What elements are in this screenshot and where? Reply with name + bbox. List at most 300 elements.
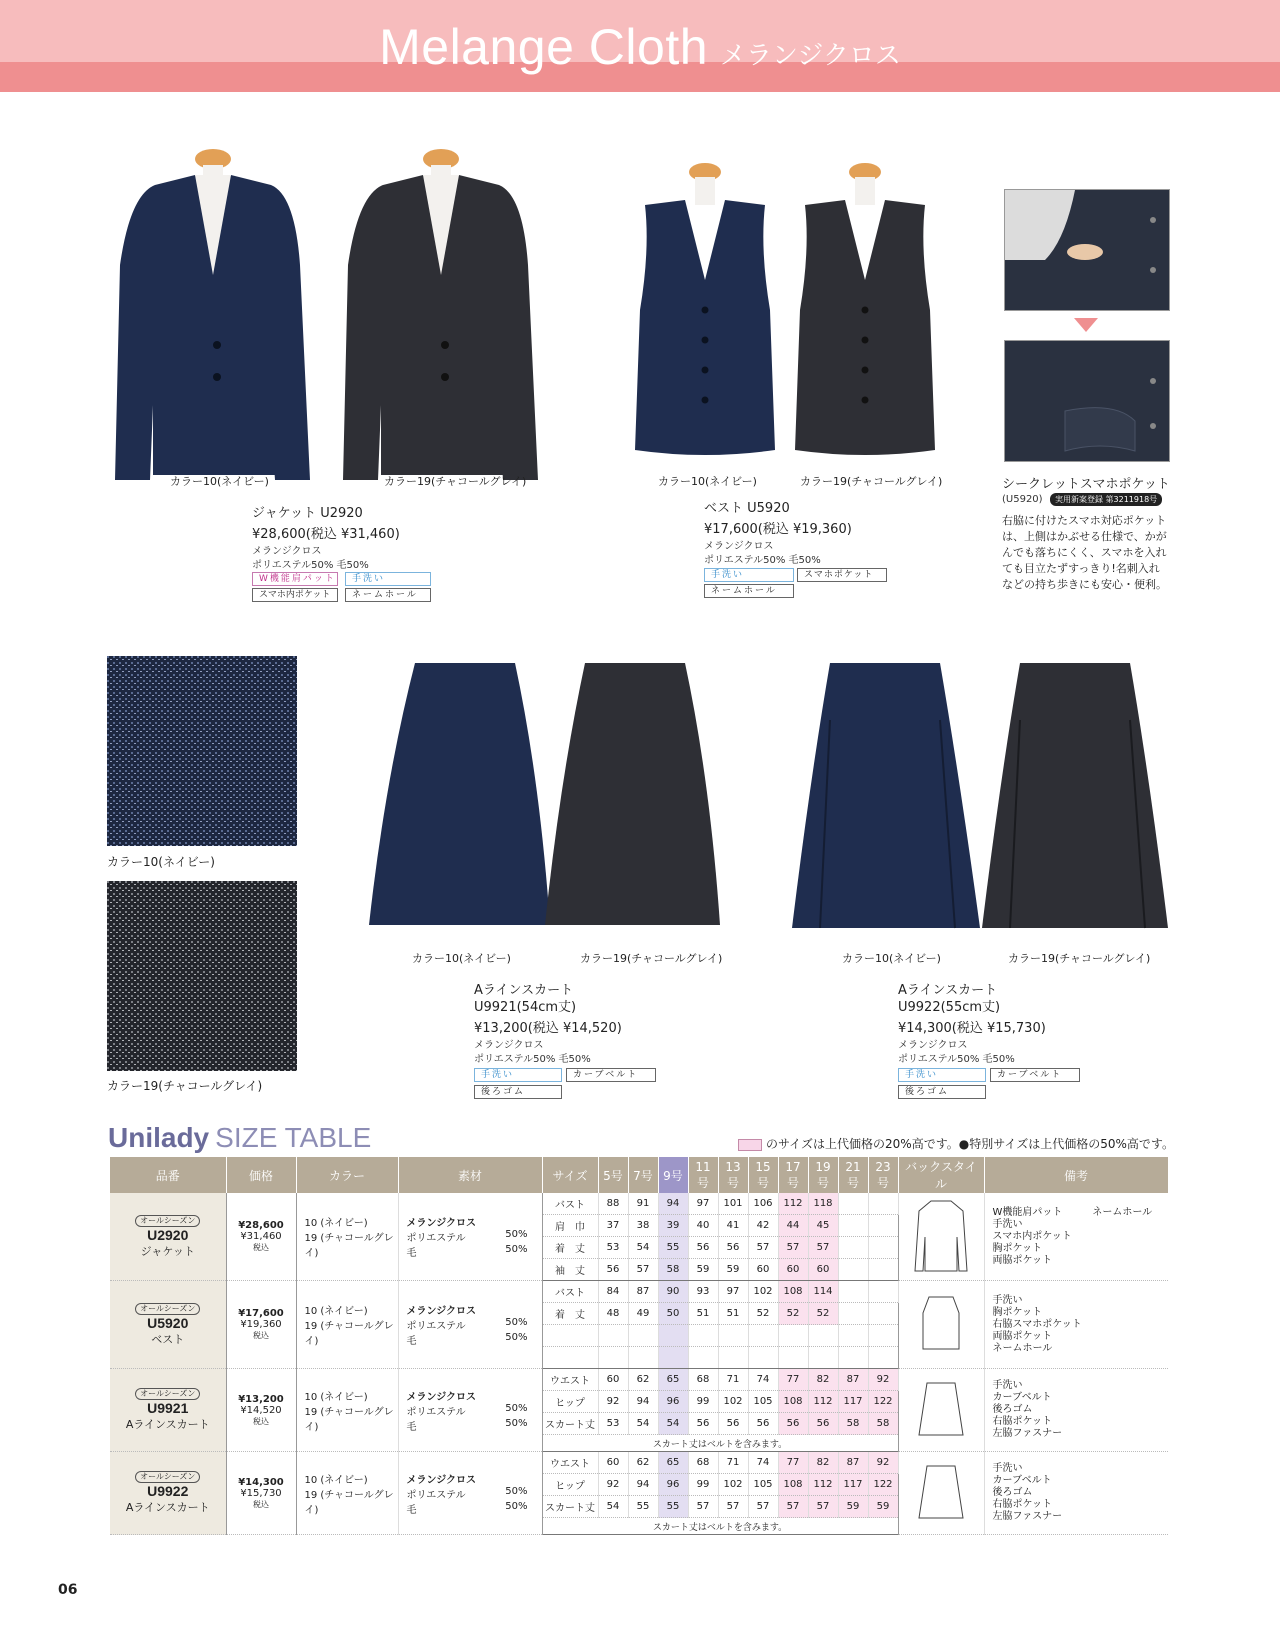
skirt2-navy bbox=[792, 663, 980, 928]
product-code-cell bbox=[110, 1369, 226, 1452]
desc-line: などの持ち歩きにも安心・便利。 bbox=[1002, 578, 1167, 591]
remarks-cell bbox=[984, 1369, 1168, 1452]
material-cell bbox=[398, 1452, 542, 1535]
note-line: 手洗い bbox=[992, 1218, 1023, 1230]
title-japanese: メランジクロス bbox=[720, 41, 901, 71]
color-cell bbox=[296, 1369, 398, 1452]
size-value: 94 bbox=[628, 1474, 658, 1496]
size-value: 57 bbox=[778, 1237, 808, 1259]
size-value: 52 bbox=[808, 1303, 838, 1325]
price-with-tax: ¥31,460 bbox=[240, 1231, 282, 1242]
size-value: 51 bbox=[718, 1303, 748, 1325]
jacket-navy-caption: カラー10(ネイビー) bbox=[170, 475, 269, 488]
brand-name: Unilady bbox=[108, 1122, 210, 1153]
note-text: のサイズは上代価格の20%高です。●特別サイズは上代価格の50%高です。 bbox=[766, 1137, 1174, 1151]
jacket-charcoal bbox=[343, 149, 538, 480]
product-name: Aラインスカート bbox=[125, 1418, 210, 1431]
price-with-tax: ¥14,520 bbox=[240, 1404, 282, 1416]
size-value: 92 bbox=[598, 1474, 628, 1496]
remarks-cell bbox=[984, 1193, 1168, 1281]
header-cell: 21号 bbox=[838, 1157, 868, 1193]
size-value: 57 bbox=[718, 1496, 748, 1518]
size-value bbox=[868, 1303, 898, 1325]
header-cell: 7号 bbox=[628, 1157, 658, 1193]
jacket-navy bbox=[115, 149, 310, 480]
pocket-title: シークレットスマホポケット bbox=[1002, 477, 1170, 492]
skirt1-illustrations bbox=[365, 660, 725, 930]
skirt1-navy-caption: カラー10(ネイビー) bbox=[412, 952, 511, 965]
size-value: 55 bbox=[658, 1237, 688, 1259]
size-value: 84 bbox=[598, 1281, 628, 1303]
material-2-pct: 50% bbox=[505, 1417, 528, 1429]
skirt1-code: U9921(54cm丈) bbox=[474, 1000, 577, 1015]
size-value: 39 bbox=[658, 1215, 688, 1237]
vest-charcoal-caption: カラー19(チャコールグレイ) bbox=[800, 475, 943, 488]
skirt2-navy-caption: カラー10(ネイビー) bbox=[842, 952, 941, 965]
size-value: 117 bbox=[838, 1474, 868, 1496]
material-1-pct: 50% bbox=[505, 1317, 528, 1328]
measure-label: ヒップ bbox=[542, 1391, 598, 1413]
header-cell: 備考 bbox=[984, 1157, 1168, 1193]
size-value: 102 bbox=[718, 1474, 748, 1496]
size-table-note bbox=[738, 1135, 1174, 1152]
color-cell bbox=[296, 1281, 398, 1369]
skirt-length-footnote: スカート丈はベルトを含みます。 bbox=[542, 1435, 898, 1452]
size-value bbox=[838, 1215, 868, 1237]
note-line: 手洗い bbox=[992, 1463, 1023, 1474]
size-value: 57 bbox=[808, 1496, 838, 1518]
color-line: 19 (チャコールグレイ) bbox=[304, 1233, 394, 1259]
size-value bbox=[868, 1215, 898, 1237]
size-value bbox=[778, 1325, 808, 1347]
size-value: 42 bbox=[748, 1215, 778, 1237]
note-line: ネームホール bbox=[992, 1342, 1053, 1354]
size-value: 77 bbox=[778, 1452, 808, 1474]
size-value: 97 bbox=[688, 1193, 718, 1215]
vest-navy-caption: カラー10(ネイビー) bbox=[658, 475, 757, 488]
note-line: 右脇ポケット bbox=[992, 1499, 1052, 1510]
size-value: 92 bbox=[868, 1452, 898, 1474]
skirt1-charcoal bbox=[545, 663, 720, 925]
size-value bbox=[838, 1193, 868, 1215]
header-cell: 11号 bbox=[688, 1157, 718, 1193]
measure-label: ウエスト bbox=[542, 1452, 598, 1474]
material-1-pct: 50% bbox=[505, 1485, 528, 1497]
skirt2-code: U9922(55cm丈) bbox=[898, 1000, 1001, 1015]
product-code: U5920 bbox=[147, 1314, 189, 1331]
size-value: 57 bbox=[778, 1496, 808, 1518]
material-2: 毛 bbox=[406, 1336, 417, 1347]
product-code-cell bbox=[110, 1452, 226, 1535]
vest-material: メランジクロス bbox=[704, 541, 774, 552]
size-value: 57 bbox=[748, 1496, 778, 1518]
skirt2-illustrations bbox=[790, 660, 1170, 932]
tag-phone-pocket: スマホポケット bbox=[797, 568, 887, 582]
note-line: 後ろゴム bbox=[992, 1404, 1033, 1415]
measure-label: ウエスト bbox=[542, 1369, 598, 1391]
price-base: ¥14,300 bbox=[238, 1476, 284, 1488]
size-value bbox=[628, 1325, 658, 1347]
material-1: ポリエステル bbox=[406, 1321, 466, 1332]
size-value: 62 bbox=[628, 1452, 658, 1474]
product-name: ベスト bbox=[151, 1332, 185, 1346]
size-value: 122 bbox=[868, 1474, 898, 1496]
size-table-title bbox=[108, 1122, 371, 1154]
material-1: ポリエステル bbox=[406, 1489, 466, 1501]
size-value: 56 bbox=[718, 1413, 748, 1435]
size-value: 56 bbox=[688, 1413, 718, 1435]
tag-curve-belt: カーブベルト bbox=[566, 1068, 656, 1082]
note-line: 右脇スマホポケット bbox=[992, 1318, 1082, 1330]
skirt1-navy bbox=[369, 663, 550, 925]
size-value: 50 bbox=[658, 1303, 688, 1325]
header-cell: 19号 bbox=[808, 1157, 838, 1193]
skirt1-charcoal-caption: カラー19(チャコールグレイ) bbox=[580, 952, 723, 965]
size-value: 96 bbox=[658, 1391, 688, 1413]
tax-label: 税込 bbox=[253, 1331, 269, 1340]
desc-line: は、上側はかぶせる仕様で、かが bbox=[1002, 530, 1167, 543]
size-row bbox=[110, 1193, 1168, 1215]
skirt1-price: ¥13,200(税込 ¥14,520) bbox=[474, 1021, 622, 1036]
note-line: 左脇ファスナー bbox=[992, 1428, 1063, 1439]
size-value: 114 bbox=[808, 1281, 838, 1303]
size-value: 74 bbox=[748, 1452, 778, 1474]
tax-label: 税込 bbox=[253, 1416, 269, 1426]
back-style-cell bbox=[898, 1281, 984, 1369]
page-number: 06 bbox=[58, 1582, 78, 1598]
size-value: 45 bbox=[808, 1215, 838, 1237]
product-code-cell bbox=[110, 1281, 226, 1369]
measure-label: バスト bbox=[542, 1193, 598, 1215]
size-value: 56 bbox=[598, 1259, 628, 1281]
header-cell: 15号 bbox=[748, 1157, 778, 1193]
size-value: 51 bbox=[688, 1303, 718, 1325]
size-value: 56 bbox=[688, 1237, 718, 1259]
size-row bbox=[110, 1452, 1168, 1474]
size-value: 68 bbox=[688, 1369, 718, 1391]
header-cell: 品番 bbox=[110, 1157, 226, 1193]
note-line: 胸ポケット bbox=[992, 1306, 1042, 1318]
price-base: ¥17,600 bbox=[238, 1308, 284, 1319]
back-style-cell bbox=[898, 1369, 984, 1452]
material-1: ポリエステル bbox=[406, 1233, 466, 1244]
jacket-charcoal-caption: カラー19(チャコールグレイ) bbox=[384, 475, 527, 488]
color-line: 19 (チャコールグレイ) bbox=[304, 1489, 394, 1516]
size-value bbox=[838, 1325, 868, 1347]
title-english: Melange Cloth bbox=[379, 19, 709, 75]
size-value bbox=[868, 1325, 898, 1347]
size-value: 112 bbox=[778, 1193, 808, 1215]
vest-name: ベスト U5920 bbox=[704, 501, 790, 516]
pocket-photo-closed bbox=[1004, 340, 1170, 462]
size-value: 122 bbox=[868, 1391, 898, 1413]
page-title bbox=[0, 18, 1280, 76]
header-cell: サイズ bbox=[542, 1157, 598, 1193]
skirt1-name: Aラインスカート bbox=[474, 983, 574, 998]
measure-label: バスト bbox=[542, 1281, 598, 1303]
tag-name-hole: ネームホール bbox=[345, 588, 431, 602]
size-value: 82 bbox=[808, 1369, 838, 1391]
header-cell: 素材 bbox=[398, 1157, 542, 1193]
season-badge: オールシーズン bbox=[135, 1471, 200, 1483]
skirt2-charcoal-caption: カラー19(チャコールグレイ) bbox=[1008, 952, 1151, 965]
size-value bbox=[628, 1347, 658, 1369]
size-value: 118 bbox=[808, 1193, 838, 1215]
material-cell bbox=[398, 1369, 542, 1452]
skirt2-material: メランジクロス bbox=[898, 1040, 968, 1051]
header-cell: 13号 bbox=[718, 1157, 748, 1193]
jacket-material: メランジクロス bbox=[252, 546, 322, 557]
size-row bbox=[110, 1281, 1168, 1303]
material-name: メランジクロス bbox=[406, 1306, 477, 1317]
tag-hand-wash: 手洗い bbox=[898, 1068, 986, 1082]
size-row bbox=[110, 1369, 1168, 1391]
remarks-cell bbox=[984, 1281, 1168, 1369]
material-1-pct: 50% bbox=[505, 1229, 528, 1240]
vest-price: ¥17,600(税込 ¥19,360) bbox=[704, 522, 852, 537]
size-value: 54 bbox=[658, 1413, 688, 1435]
note-line: 右脇ポケット bbox=[992, 1416, 1052, 1427]
size-value bbox=[868, 1237, 898, 1259]
size-value bbox=[658, 1325, 688, 1347]
size-value: 52 bbox=[748, 1303, 778, 1325]
color-cell bbox=[296, 1452, 398, 1535]
color-line: 10 (ネイビー) bbox=[304, 1391, 368, 1403]
size-value: 59 bbox=[718, 1259, 748, 1281]
measure-label: ヒップ bbox=[542, 1474, 598, 1496]
size-value: 59 bbox=[868, 1496, 898, 1518]
size-value bbox=[868, 1259, 898, 1281]
note-line: 後ろゴム bbox=[992, 1487, 1033, 1498]
size-value bbox=[838, 1347, 868, 1369]
arrow-down-icon bbox=[1074, 318, 1098, 334]
pocket-code: (U5920) bbox=[1002, 494, 1043, 505]
product-name: Aラインスカート bbox=[125, 1501, 210, 1514]
tax-label: 税込 bbox=[253, 1243, 269, 1252]
note-line: 両脇ポケット bbox=[992, 1330, 1052, 1342]
size-value bbox=[688, 1325, 718, 1347]
remarks-cell bbox=[984, 1452, 1168, 1535]
size-value: 90 bbox=[658, 1281, 688, 1303]
price-cell bbox=[226, 1369, 296, 1452]
size-value: 71 bbox=[718, 1452, 748, 1474]
size-value bbox=[838, 1303, 868, 1325]
size-value: 60 bbox=[598, 1452, 628, 1474]
back-style-cell bbox=[898, 1193, 984, 1281]
color-cell bbox=[296, 1193, 398, 1281]
size-value: 58 bbox=[658, 1259, 688, 1281]
size-value: 57 bbox=[628, 1259, 658, 1281]
measure-label: スカート丈 bbox=[542, 1413, 598, 1435]
size-value: 102 bbox=[748, 1281, 778, 1303]
size-value: 60 bbox=[778, 1259, 808, 1281]
size-value: 41 bbox=[718, 1215, 748, 1237]
size-value: 44 bbox=[778, 1215, 808, 1237]
size-value bbox=[808, 1347, 838, 1369]
material-2: 毛 bbox=[406, 1421, 417, 1433]
back-style-jacket-icon bbox=[911, 1197, 971, 1273]
desc-line: 右脇に付けたスマホ対応ポケット bbox=[1002, 514, 1167, 527]
back-style-skirt-icon bbox=[911, 1379, 971, 1439]
size-value: 48 bbox=[598, 1303, 628, 1325]
vest-navy bbox=[635, 163, 775, 455]
size-value: 117 bbox=[838, 1391, 868, 1413]
size-value: 94 bbox=[628, 1391, 658, 1413]
size-value bbox=[868, 1193, 898, 1215]
product-code: U9922 bbox=[147, 1483, 189, 1499]
desc-line: んでも落ちにくく、スマホを入れ bbox=[1002, 546, 1167, 559]
note-line: 手洗い bbox=[992, 1294, 1023, 1306]
back-style-cell bbox=[898, 1452, 984, 1535]
jacket-illustrations bbox=[95, 145, 565, 485]
size-value: 57 bbox=[808, 1237, 838, 1259]
color-line: 19 (チャコールグレイ) bbox=[304, 1406, 394, 1433]
season-badge: オールシーズン bbox=[135, 1303, 200, 1315]
product-code-cell bbox=[110, 1193, 226, 1281]
size-value: 108 bbox=[778, 1281, 808, 1303]
size-value bbox=[868, 1281, 898, 1303]
size-value: 37 bbox=[598, 1215, 628, 1237]
size-value: 56 bbox=[778, 1413, 808, 1435]
size-value: 105 bbox=[748, 1391, 778, 1413]
price-cell bbox=[226, 1281, 296, 1369]
skirt1-material: メランジクロス bbox=[474, 1040, 544, 1051]
size-value: 38 bbox=[628, 1215, 658, 1237]
fabric-swatch-navy bbox=[107, 656, 297, 846]
size-value: 99 bbox=[688, 1474, 718, 1496]
size-value: 97 bbox=[718, 1281, 748, 1303]
size-value bbox=[598, 1325, 628, 1347]
size-value: 77 bbox=[778, 1369, 808, 1391]
pocket-photo-open bbox=[1004, 189, 1170, 311]
color-line: 19 (チャコールグレイ) bbox=[304, 1321, 394, 1347]
size-table-label: SIZE TABLE bbox=[215, 1122, 372, 1153]
measure-label: 着 丈 bbox=[542, 1303, 598, 1325]
size-value: 93 bbox=[688, 1281, 718, 1303]
note-line: W機能肩パット ネームホール bbox=[992, 1206, 1153, 1218]
season-badge: オールシーズン bbox=[135, 1388, 200, 1400]
jacket-name: ジャケット U2920 bbox=[252, 506, 363, 521]
size-value: 58 bbox=[838, 1413, 868, 1435]
size-value: 108 bbox=[778, 1474, 808, 1496]
material-cell bbox=[398, 1281, 542, 1369]
size-value: 92 bbox=[598, 1391, 628, 1413]
premium-size-swatch bbox=[738, 1139, 762, 1151]
size-value: 94 bbox=[658, 1193, 688, 1215]
desc-line: ても目立たずすっきり!名刺入れ bbox=[1002, 562, 1160, 575]
price-cell bbox=[226, 1452, 296, 1535]
size-value: 57 bbox=[688, 1496, 718, 1518]
size-value: 60 bbox=[748, 1259, 778, 1281]
pocket-description bbox=[1002, 513, 1167, 593]
header-cell: 9号 bbox=[658, 1157, 688, 1193]
size-value: 55 bbox=[658, 1496, 688, 1518]
size-value: 55 bbox=[628, 1496, 658, 1518]
size-value: 91 bbox=[628, 1193, 658, 1215]
size-value: 106 bbox=[748, 1193, 778, 1215]
size-value bbox=[838, 1237, 868, 1259]
size-value: 49 bbox=[628, 1303, 658, 1325]
price-with-tax: ¥19,360 bbox=[240, 1319, 282, 1330]
skirt2-price: ¥14,300(税込 ¥15,730) bbox=[898, 1021, 1046, 1036]
measure-label: 袖 丈 bbox=[542, 1259, 598, 1281]
size-value: 56 bbox=[718, 1237, 748, 1259]
tax-label: 税込 bbox=[253, 1499, 269, 1509]
size-value bbox=[838, 1281, 868, 1303]
note-line: 両脇ポケット bbox=[992, 1254, 1052, 1266]
color-line: 10 (ネイビー) bbox=[304, 1306, 368, 1317]
fabric-swatch-charcoal bbox=[107, 881, 297, 1071]
utility-model-badge: 実用新案登録 第3211918号 bbox=[1050, 493, 1162, 506]
skirt1-composition: ポリエステル50% 毛50% bbox=[474, 1054, 591, 1065]
size-value bbox=[748, 1325, 778, 1347]
header-cell: バックスタイル bbox=[898, 1157, 984, 1193]
note-line: カーブベルト bbox=[992, 1475, 1052, 1486]
size-value bbox=[838, 1259, 868, 1281]
size-value: 105 bbox=[748, 1474, 778, 1496]
material-2-pct: 50% bbox=[505, 1332, 528, 1343]
size-value bbox=[688, 1347, 718, 1369]
measure-label: 肩 巾 bbox=[542, 1215, 598, 1237]
size-value: 52 bbox=[778, 1303, 808, 1325]
size-value: 87 bbox=[838, 1369, 868, 1391]
price-cell bbox=[226, 1193, 296, 1281]
size-value: 65 bbox=[658, 1452, 688, 1474]
tag-back-elastic: 後ろゴム bbox=[898, 1085, 986, 1099]
vest-charcoal bbox=[795, 163, 935, 455]
size-value: 60 bbox=[598, 1369, 628, 1391]
measure-label: 着 丈 bbox=[542, 1237, 598, 1259]
size-value: 58 bbox=[868, 1413, 898, 1435]
size-value: 54 bbox=[628, 1413, 658, 1435]
size-value: 112 bbox=[808, 1474, 838, 1496]
measure-label bbox=[542, 1325, 598, 1347]
tag-hand-wash: 手洗い bbox=[704, 568, 794, 582]
tag-back-elastic: 後ろゴム bbox=[474, 1085, 562, 1099]
skirt2-name: Aラインスカート bbox=[898, 983, 998, 998]
size-value: 87 bbox=[838, 1452, 868, 1474]
skirt2-composition: ポリエステル50% 毛50% bbox=[898, 1054, 1015, 1065]
size-value: 54 bbox=[598, 1496, 628, 1518]
jacket-price: ¥28,600(税込 ¥31,460) bbox=[252, 527, 400, 542]
material-name: メランジクロス bbox=[406, 1218, 477, 1229]
material-2-pct: 50% bbox=[505, 1500, 528, 1512]
note-line: カーブベルト bbox=[992, 1392, 1052, 1403]
color-line: 10 (ネイビー) bbox=[304, 1218, 368, 1229]
size-value: 92 bbox=[868, 1369, 898, 1391]
size-value: 82 bbox=[808, 1452, 838, 1474]
size-value: 65 bbox=[658, 1369, 688, 1391]
size-value: 53 bbox=[598, 1237, 628, 1259]
size-table-header bbox=[110, 1157, 1168, 1193]
material-1: ポリエステル bbox=[406, 1406, 466, 1418]
material-2: 毛 bbox=[406, 1504, 417, 1516]
size-value bbox=[658, 1347, 688, 1369]
size-value: 54 bbox=[628, 1237, 658, 1259]
size-value: 101 bbox=[718, 1193, 748, 1215]
tag-hand-wash: 手洗い bbox=[474, 1068, 562, 1082]
back-style-vest-icon bbox=[911, 1293, 971, 1353]
price-base: ¥28,600 bbox=[238, 1220, 284, 1231]
size-value: 60 bbox=[808, 1259, 838, 1281]
size-value: 56 bbox=[748, 1413, 778, 1435]
note-line: 手洗い bbox=[992, 1380, 1023, 1391]
price-with-tax: ¥15,730 bbox=[240, 1487, 282, 1499]
size-value: 88 bbox=[598, 1193, 628, 1215]
header-cell: 価格 bbox=[226, 1157, 296, 1193]
header-cell: 5号 bbox=[598, 1157, 628, 1193]
measure-label: スカート丈 bbox=[542, 1496, 598, 1518]
